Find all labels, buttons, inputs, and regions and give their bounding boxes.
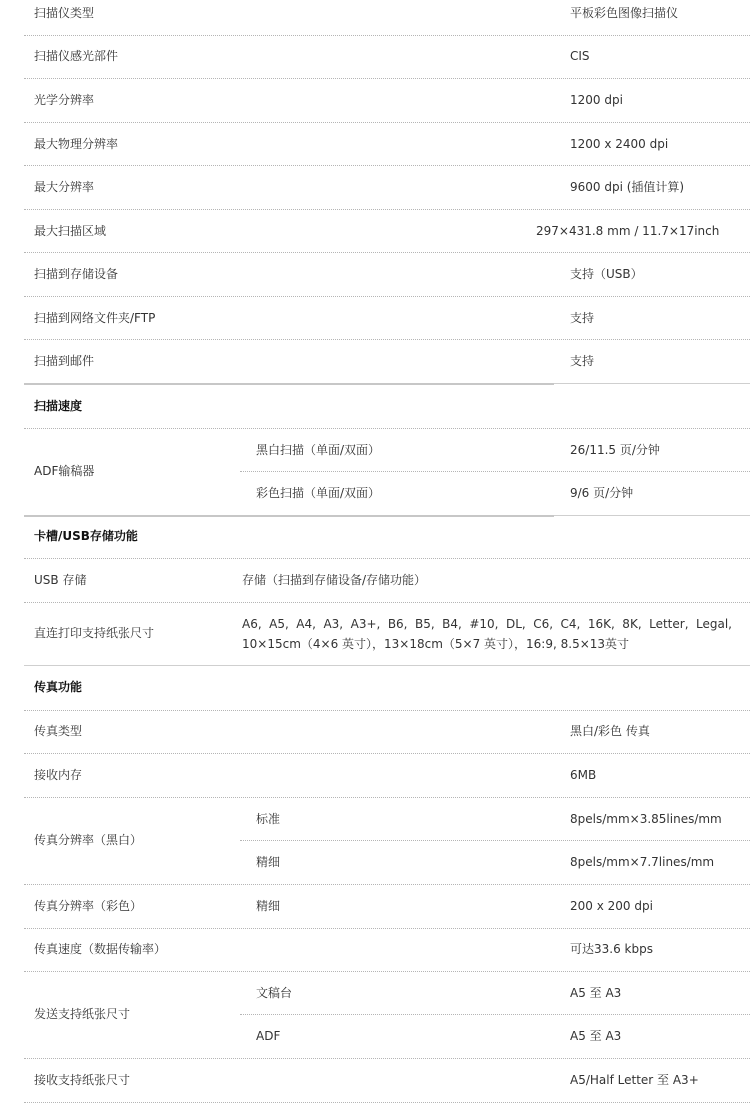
row-label: 光学分辨率 [34,93,95,107]
spec-row-send-size [24,972,750,1059]
spec-row-optical-res [24,79,750,123]
spec-row-max-physical-res [24,123,750,166]
spec-row-scanner-type [24,0,750,36]
spec-row-usb-storage [24,559,750,603]
row-value: 8pels/mm×7.7lines/mm [570,855,715,869]
row-value: 平板彩色图像扫描仪 [570,6,679,20]
spec-row-direct-print [24,603,750,666]
spec-row-fax-res-mono [24,798,750,885]
row-sub-label: 精细 [256,899,281,913]
row-sub-label: 精细 [256,855,281,869]
sub-row-divider [240,840,750,841]
row-label: 最大扫描区域 [34,224,107,238]
row-label: 传真速度（数据传输率） [34,942,167,956]
row-value: A5 至 A3 [570,986,622,1000]
row-value: 9600 dpi (插值计算) [570,180,685,194]
row-value: 支持 [570,354,595,368]
spec-row-max-res [24,166,750,210]
row-sub-label: 黑白扫描（单面/双面） [256,443,381,457]
row-sub-label: 标准 [256,812,281,826]
row-value: 297×431.8 mm / 11.7×17inch [536,224,720,238]
row-sub-label: 彩色扫描（单面/双面） [256,486,381,500]
row-sub-label: ADF [256,1029,281,1043]
row-label: 传真分辨率（彩色） [34,899,143,913]
spec-row-sensor [24,36,750,79]
row-label: 扫描到网络文件夹/FTP [34,311,156,325]
row-value: 200 x 200 dpi [570,899,653,913]
spec-row-fax-speed [24,929,750,972]
section-header-scan-speed [24,386,750,429]
row-sub-label: 文稿台 [256,986,293,1000]
row-label: 扫描到邮件 [34,354,95,368]
row-value: 9/6 页/分钟 [570,486,634,500]
row-value: 存储（扫描到存储设备/存储功能） [242,573,427,587]
spec-row-recv-size [24,1059,750,1103]
section-title: 传真功能 [34,680,83,694]
spec-row-fax-res-color [24,885,750,929]
row-label: 传真分辨率（黑白） [34,833,143,847]
row-label: 扫描到存储设备 [34,267,119,281]
row-value: 1200 dpi [570,93,623,107]
spec-row-scan-to-email [24,340,750,384]
row-label: ADF输稿器 [34,464,95,478]
row-value: CIS [570,49,590,63]
row-label: 扫描仪感光部件 [34,49,119,63]
row-value: A5/Half Letter 至 A3+ [570,1073,699,1087]
row-value: 8pels/mm×3.85lines/mm [570,812,722,826]
row-value: A5 至 A3 [570,1029,622,1043]
row-label: 直连打印支持纸张尺寸 [34,626,155,640]
row-label: USB 存储 [34,573,87,587]
row-value: A6, A5, A4, A3, A3+, B6, B5, B4, #10, DL, C6, C4, 16K, 8K, Letter, Legal, 10×15cm（4×6 英寸），13×18cm（5×7 英寸），16:9, 8.5×13英寸 [242,617,732,651]
spec-row-fax-type [24,711,750,754]
section-header-fax [24,666,750,711]
section-divider [24,515,554,517]
row-value: 1200 x 2400 dpi [570,137,669,151]
row-label: 接收支持纸张尺寸 [34,1073,131,1087]
row-label: 接收内存 [34,768,83,782]
row-value: 支持（USB） [570,267,643,281]
row-label: 最大分辨率 [34,180,95,194]
sub-row-divider [240,471,750,472]
spec-row-recv-memory [24,754,750,798]
row-label: 传真类型 [34,724,83,738]
section-title: 卡槽/USB存储功能 [34,529,138,543]
spec-row-scan-to-storage [24,253,750,297]
row-label: 发送支持纸张尺寸 [34,1007,131,1021]
section-divider [24,383,554,385]
spec-row-scan-to-folder [24,297,750,340]
row-value: 支持 [570,311,595,325]
section-title: 扫描速度 [34,399,83,413]
row-value: 可达33.6 kbps [570,942,653,956]
spec-row-max-area [24,210,750,253]
spec-row-adf [24,429,750,516]
row-label: 扫描仪类型 [34,6,95,20]
row-value: 26/11.5 页/分钟 [570,443,660,457]
row-label: 最大物理分辨率 [34,137,119,151]
row-value: 黑白/彩色 传真 [570,724,650,738]
sub-row-divider [240,1014,750,1015]
row-value: 6MB [570,768,597,782]
section-header-card-usb [24,518,750,559]
